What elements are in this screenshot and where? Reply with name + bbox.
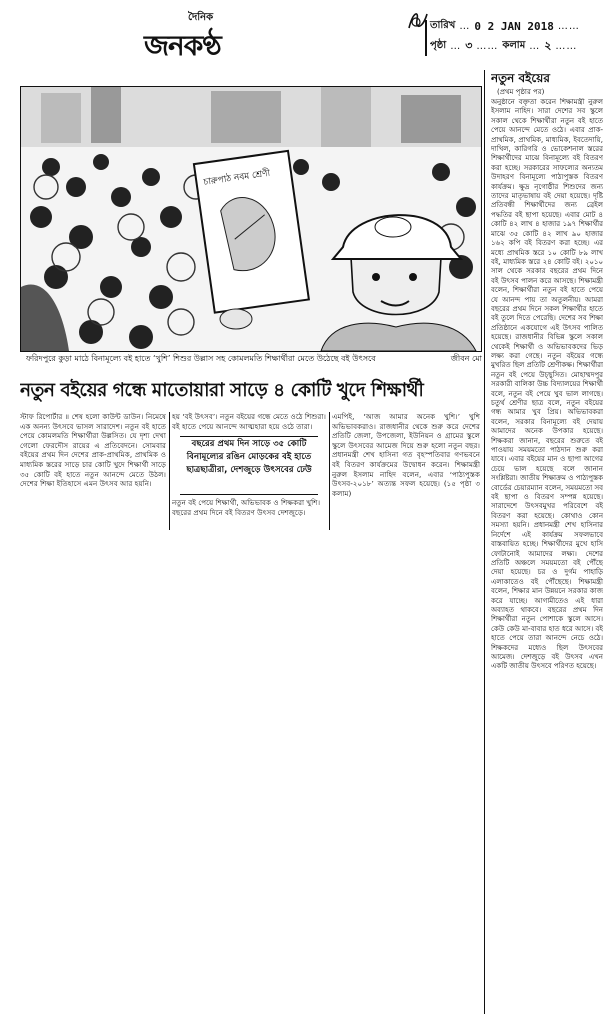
stamp-column-value: ২ bbox=[544, 38, 552, 52]
column-divider bbox=[169, 412, 170, 530]
pullquote-rule-bottom bbox=[180, 494, 318, 495]
article-body bbox=[20, 412, 480, 532]
continuation-subtitle: (প্রথম পৃষ্ঠার পর) bbox=[497, 88, 545, 96]
article-column-3: এমপিই, ‘আজ আমার অনেক খুশি।’ খুশি অভিভাবকরাও। রাজধানীর থেকে শুরু করে দেশের প্রতিটি জেলা, উপজেলা, ইউনিয়ন ও গ্রামের স্কুলে স্কুলে উৎসবের আমেজ দিয়ে শুরু হলো নতুন বছর। প্রধানমন্ত্রী শেখ হাসিনা গত বৃহস্পতিবার গণভবনে বই বিতরণ কার্যক্রমের উদ্বোধন করেন। শিক্ষামন্ত্রী নুরুল ইসলাম নাহিদ বলেন, এবার ‘পাঠ্যপুস্তক উৎসব-২০১৮’ অত্যন্ত সফল হয়েছে। (১৫ পৃষ্ঠা ৩ কলাম) bbox=[332, 412, 480, 498]
clipping-stamp bbox=[430, 16, 598, 66]
article-column-2: হয় ‘বই উৎসব’। নতুন বইয়ের গন্ধে মেতে ওঠে শিশুরা। বই হাতে পেয়ে আনন্দে আত্মহারা হয়ে ওঠে তারা। bbox=[172, 412, 326, 431]
masthead-name: জনকণ্ঠ bbox=[144, 29, 221, 62]
stamp-page-label: পৃষ্ঠা bbox=[430, 39, 447, 51]
news-photo bbox=[20, 86, 482, 352]
article-pullquote: বছরের প্রথম দিন সাড়ে ৩৫ কোটি বিনামূল্যের রঙিন মোড়কের বই হাতে ছাত্রছাত্রীরা, দেশজুড়ে উৎসবের ঢেউ bbox=[186, 439, 312, 475]
stamp-date-label: তারিখ bbox=[430, 19, 456, 31]
book-title-text: চারুপাঠ নবম শ্রেণী bbox=[202, 168, 271, 188]
photo-credit: জীবন মো bbox=[450, 354, 482, 363]
stamp-date-value: 0 2 JAN 2018 bbox=[474, 19, 554, 33]
continuation-text: অনুষ্ঠানে বক্তৃতা করেন শিক্ষামন্ত্রী নুরুল ইসলাম নাহিদ। সারা দেশের সব স্কুলে সকাল থেকে শিক্ষার্থীরা নতুন বই হাতে পেয়ে আনন্দে মেতে ওঠে। এবার প্রাক-প্রাথমিক, প্রাথমিক, মাধ্যমিক, ইবতেদায়ি, দাখিল, কারিগরি ও ভোকেশনাল স্তরের শিক্ষার্থীদের মাঝে বিনামূল্যে বই বিতরণ করা হচ্ছে। সরকারের সাফল্যের অন্যতম উদাহরণ বিনামূল্যে পাঠ্যপুস্তক বিতরণ কার্যক্রম। ক্ষুদ্র নৃগোষ্ঠীর শিশুদের জন্য তাদের মাতৃভাষায় বই দেয়া হয়েছে। দৃষ্টি প্রতিবন্ধী শিক্ষার্থীদের জন্য ব্রেইল পদ্ধতির বই ছাপা হয়েছে। এবার মোট ৪ কোটি ৪২ লাখ ৪ হাজার ১৯৭ শিক্ষার্থীর মাঝে ৩৫ কোটি ৪২ লাখ ৯০ হাজার ১৬২ কপি বই বিতরণ করা হচ্ছে। এর মধ্যে প্রাথমিক স্তরে ১০ কোটি ৮৯ লাখ বই, মাধ্যমিক স্তরে ২৪ কোটি বই। ২০১০ সাল থেকে সরকার বছরের প্রথম দিনে বই উৎসব পালন করে আসছে। শিক্ষামন্ত্রী বলেন, শিক্ষার্থীরা নতুন বই হাতে পেয়ে যে আনন্দ পায় তা অতুলনীয়। আমরা বছরের প্রথম দিনে সকল শিক্ষার্থীর হাতে বই তুলে দিতে পেরেছি। দেশের সব শিক্ষা প্রতিষ্ঠানে একযোগে এই উৎসব পালিত হয়েছে। রাজধানীর বিভিন্ন স্কুলে সকাল থেকেই শিক্ষার্থী ও অভিভাবকদের ভিড় লক্ষ্য করা গেছে। নতুন বইয়ের গন্ধে মুখরিত ছিল প্রতিটি শ্রেণীকক্ষ। শিক্ষার্থীরা নতুন বই পেয়ে উচ্ছ্বসিত। মোহাম্মদপুর সরকারী বালিকা উচ্চ বিদ্যালয়ের শিক্ষার্থী বলে, নতুন বই পেয়ে খুব ভাল লাগছে। চতুর্থ শ্রেণীর ছাত্র বলে, নতুন বইয়ের গন্ধ আমার খুব প্রিয়। অভিভাবকরা বলেন, সরকার বিনামূল্যে বই দেয়ায় আমাদের অনেক উপকার হয়েছে। শিক্ষকরা জানান, বছরের শুরুতে বই পাওয়ায় সময়মতো পাঠদান শুরু করা যাবে। এবার বইয়ের মান ও ছাপা আগের চেয়ে ভাল হয়েছে বলে জানান সংশ্লিষ্টরা। জাতীয় শিক্ষাক্রম ও পাঠ্যপুস্তক বোর্ডের চেয়ারম্যান বলেন, সময়মতো সব বই ছাপা ও বিতরণ সম্পন্ন হয়েছে। সারাদেশে উৎসবমুখর পরিবেশে বই বিতরণ করা হয়েছে। কোথাও কোন সমস্যা হয়নি। প্রধানমন্ত্রী শেখ হাসিনার নির্দেশে এই কার্যক্রম সফলভাবে বাস্তবায়িত হচ্ছে। শিক্ষার্থীদের মুখে হাসি ফোটানোই আমাদের লক্ষ্য। দেশের প্রতিটি অঞ্চলে সময়মতো বই পৌঁছে দেয়া হয়েছে। চর ও দুর্গম পাহাড়ি এলাকাতেও বই পৌঁছেছে। শিক্ষামন্ত্রী বলেন, শিক্ষার মান উন্নয়নে সরকার কাজ করে যাচ্ছে। আগামীতেও এই ধারা অব্যাহত থাকবে। বছরের প্রথম দিন শিক্ষার্থীরা নতুন পোশাকে স্কুলে আসে। কেউ কেউ মা-বাবার হাত ধরে আসে। বই হাতে পেয়ে তারা আনন্দে নেচে ওঠে। শিক্ষকদের মধ্যেও ছিল উৎসবের আমেজ। দেশজুড়ে বই উৎসব এখন একটি জাতীয় উৎসবে পরিণত হয়েছে। bbox=[491, 98, 603, 671]
column-divider bbox=[329, 412, 330, 530]
stamp-date-row: তারিখ … 0 2 JAN 2018 …… bbox=[430, 19, 580, 33]
continuation-title: নতুন বইয়ের bbox=[491, 71, 550, 85]
photo-caption: ফরিদপুরে কুড়া মাঠে বিনামূল্যে বই হাতে ‘খুশি’ শিশুর উল্লাস সহ কোমলমতি শিক্ষার্থীরা মেতে উঠেছে বই উৎসবে bbox=[26, 354, 376, 363]
stamp-column-label: কলাম bbox=[502, 39, 526, 51]
crowd-photo-illustration bbox=[21, 87, 481, 351]
article-headline: নতুন বইয়ের গন্ধে মাতোয়ারা সাড়ে ৪ কোটি খুদে শিক্ষার্থী bbox=[20, 380, 424, 401]
continuation-column bbox=[484, 70, 605, 1014]
newspaper-masthead bbox=[140, 6, 280, 66]
article-column-1: স্টাফ রিপোর্টার ॥ শেষ হলো কাউন্ট ডাউন। নিমেষে এক অনন্য উৎসবে ভাসল সারাদেশ। নতুন বই হাতে পেয়ে কোমলমতি শিক্ষার্থীরা উল্লসিত। যে দৃশ্য দেখা গেলো ফেরদৌস রায়ের এ প্রতিবেদনে। সোমবার বইয়ের প্রথম দিন দেশের প্রাক-প্রাথমিক, প্রাথমিক ও মাধ্যমিক স্তরের সাড়ে চার কোটি খুদে শিক্ষার্থী সাড়ে ৩৫ কোটি বই হাতে নতুন আনন্দে মেতে উঠল। দেশের শিক্ষা ইতিহাসে এমন উৎসব আর হয়নি। bbox=[20, 412, 166, 489]
article-column-2-continued: নতুন বই পেয়ে শিক্ষার্থী, অভিভাবক ও শিক্ষকরা খুশি। বছরের প্রথম দিনে বই বিতরণ উৎসব দেশজুড়ে। bbox=[172, 498, 321, 517]
stamp-page-row: পৃষ্ঠা … ৩ …… কলাম … ২ …… bbox=[430, 36, 598, 56]
pullquote-rule-top bbox=[180, 436, 318, 437]
masthead-daily-label: দৈনিক bbox=[188, 12, 214, 23]
stamp-page-value: ৩ bbox=[465, 38, 473, 52]
